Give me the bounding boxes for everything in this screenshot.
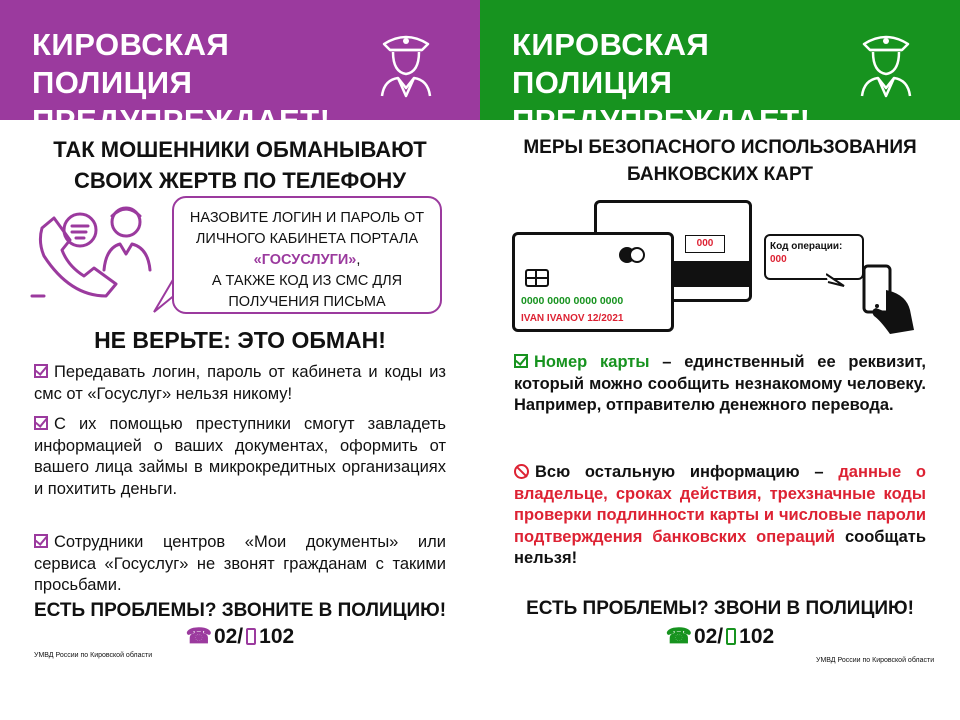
right-point-2: [514, 462, 926, 570]
warning-heading: НЕ ВЕРЬТЕ: ЭТО ОБМАН!: [94, 327, 386, 353]
bubble-line-4: А ТАКЖЕ КОД ИЗ СМС ДЛЯ: [211, 273, 403, 289]
checkbox-icon: [514, 354, 528, 368]
left-phone-numbers: [10, 624, 470, 649]
header-line-2: ПРЕДУПРЕЖДАЕТ!: [512, 103, 811, 138]
bubble-line-1: НАЗОВИТЕ ЛОГИН И ПАРОЛЬ ОТ: [189, 210, 425, 226]
hand-smartphone-icon: [840, 260, 920, 336]
header-line-1: КИРОВСКАЯ ПОЛИЦИЯ: [32, 27, 230, 100]
right-source: УМВД России по Кировской области: [816, 657, 935, 664]
right-call-police: ЕСТЬ ПРОБЛЕМЫ? ЗВОНИ В ПОЛИЦИЮ!: [526, 598, 914, 619]
sms-code: 000: [770, 254, 787, 265]
right-header-title: [512, 26, 852, 140]
subtitle-line-2: БАНКОВСКИХ КАРТ: [626, 164, 814, 185]
bank-card-icon: [512, 232, 674, 332]
officer-icon: [856, 28, 916, 98]
left-point-2: [34, 414, 446, 500]
card-holder: IVAN IVANOV 12/2021: [521, 313, 624, 324]
left-header-title: [32, 26, 372, 140]
card-number-highlight: Номер карты: [534, 353, 650, 371]
forbidden-info-highlight: данные о владельце, сроках действия, трехзначные коды проверки подлинности карты и числовые пароли подтверждения банковских операций: [514, 463, 927, 546]
left-header: [0, 0, 480, 138]
chip-icon: [525, 269, 549, 287]
checkbox-icon: [34, 416, 48, 430]
prohibit-icon: [514, 464, 529, 479]
cvv-field: 000: [685, 235, 725, 253]
left-source: УМВД России по Кировской области: [34, 652, 153, 659]
subtitle-line-2: СВОИХ ЖЕРТВ ПО ТЕЛЕФОНУ: [73, 168, 407, 193]
checkbox-icon: [34, 534, 48, 548]
bubble-line-3: [174, 250, 440, 271]
header-line-2: ПРЕДУПРЕЖДАЕТ!: [32, 103, 331, 138]
point-text-start: Всю остальную информацию –: [535, 463, 839, 481]
left-subtitle: [20, 134, 460, 196]
bubble-line-2: ЛИЧНОГО КАБИНЕТА ПОРТАЛА: [195, 231, 419, 247]
gosuslugi-label: «ГОСУСЛУГИ»: [253, 252, 357, 268]
subtitle-line-1: МЕРЫ БЕЗОПАСНОГО ИСПОЛЬЗОВАНИЯ: [523, 137, 917, 158]
phone-number-b: 102: [259, 625, 295, 648]
phone-number-a: 02/: [693, 625, 724, 648]
mobile-icon: [246, 628, 256, 645]
bubble-comma: ,: [356, 252, 361, 268]
left-point-1: [34, 362, 446, 405]
scammer-speech-bubble: [172, 196, 442, 314]
point-text: Передавать логин, пароль от кабинета и коды из смс от «Госуслуг» нельзя никому!: [34, 363, 446, 403]
officer-icon: [376, 28, 436, 98]
point-text-end: сообщать нельзя!: [514, 527, 926, 567]
phone-number-a: 02/: [213, 625, 244, 648]
left-point-3: [34, 532, 446, 597]
card-number: 0000 0000 0000 0000: [521, 295, 624, 307]
telephone-icon: ☎: [665, 625, 692, 648]
sms-label: Код операции:: [770, 241, 843, 252]
phone-number-b: 102: [739, 625, 775, 648]
point-text: С их помощью преступники смогут завладеть информацией о ваших документах, оформить от вашего лица займы в микрокредитных организациях и похитить деньги.: [34, 415, 446, 498]
mobile-icon: [726, 628, 736, 645]
point-text: Сотрудники центров «Мои документы» или сервиса «Госуслуг» не звонят гражданам с такими просьбами.: [34, 533, 446, 594]
left-call-police: ЕСТЬ ПРОБЛЕМЫ? ЗВОНИТЕ В ПОЛИЦИЮ!: [33, 600, 447, 621]
header-line-1: КИРОВСКАЯ ПОЛИЦИЯ: [512, 27, 710, 100]
point-text: – единственный ее реквизит, который можно сообщить незнакомому человеку. Например, отправителю денежного перевода.: [514, 353, 926, 414]
right-point-1: [514, 352, 926, 417]
telephone-icon: ☎: [185, 625, 212, 648]
right-poster: [480, 0, 960, 720]
right-phone-numbers: [490, 624, 950, 649]
phone-call-icon: [30, 200, 160, 310]
card-logo-icon: [629, 247, 645, 263]
subtitle-line-1: ТАК МОШЕННИКИ ОБМАНЫВАЮТ: [53, 137, 427, 162]
bubble-line-5: ПОЛУЧЕНИЯ ПИСЬМА: [228, 294, 386, 310]
checkbox-icon: [34, 364, 48, 378]
right-header: [480, 0, 960, 138]
right-subtitle: [500, 134, 940, 188]
